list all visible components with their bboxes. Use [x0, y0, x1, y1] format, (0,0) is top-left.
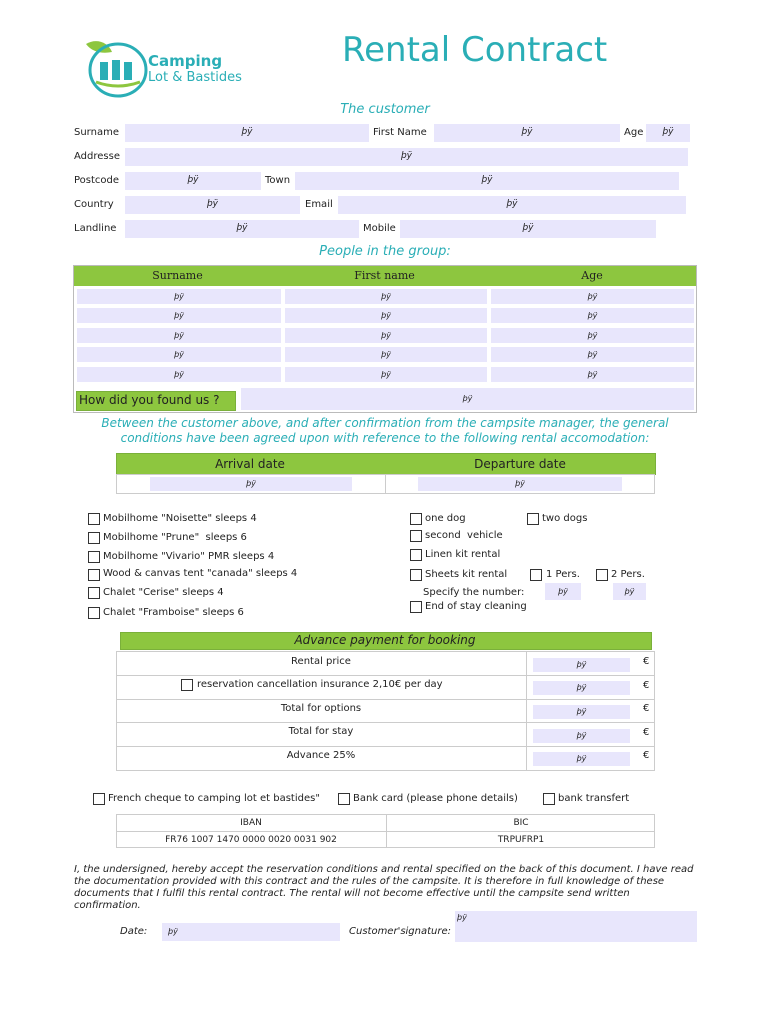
email-field[interactable]: þÿ — [338, 196, 686, 214]
group-cell[interactable]: þÿ — [285, 328, 487, 343]
bank-card-label: Bank card (please phone details) — [353, 793, 518, 804]
group-cell[interactable]: þÿ — [77, 308, 281, 323]
one-pers-checkbox[interactable] — [530, 569, 542, 581]
departure-date-field[interactable]: þÿ — [418, 477, 622, 491]
iban-value: FR76 1007 1470 0000 0020 0031 902 — [165, 835, 337, 845]
second-vehicle-label: second vehicle — [425, 530, 503, 541]
advance-field[interactable]: þÿ — [533, 752, 630, 766]
insurance-label: reservation cancellation insurance 2,10€ per day — [197, 679, 443, 690]
date-label: Date: — [120, 926, 148, 937]
group-cell[interactable]: þÿ — [285, 308, 487, 323]
insurance-checkbox[interactable] — [181, 679, 193, 691]
noisette-checkbox[interactable] — [88, 513, 100, 525]
group-cell[interactable]: þÿ — [491, 308, 694, 323]
group-col-age: Age — [581, 269, 603, 282]
one-dog-checkbox[interactable] — [410, 513, 422, 525]
cheque-checkbox[interactable] — [93, 793, 105, 805]
page-title: Rental Contract — [342, 30, 608, 70]
group-cell[interactable]: þÿ — [77, 367, 281, 382]
group-col-surname: Surname — [152, 269, 203, 282]
linen-kit-checkbox[interactable] — [410, 549, 422, 561]
arrival-date-label: Arrival date — [215, 457, 285, 471]
logo-brand-line2: Lot & Bastides — [148, 70, 242, 85]
vivario-label: Mobilhome "Vivario" PMR sleeps 4 — [103, 551, 275, 562]
group-cell[interactable]: þÿ — [285, 347, 487, 362]
landline-label: Landline — [74, 223, 117, 234]
signature-field[interactable]: þÿ — [455, 911, 697, 942]
iban-label: IBAN — [240, 818, 262, 828]
first-name-field[interactable]: þÿ — [434, 124, 620, 142]
group-cell[interactable]: þÿ — [491, 347, 694, 362]
mobile-field[interactable]: þÿ — [400, 220, 656, 238]
mobile-label: Mobile — [363, 223, 396, 234]
dates-divider — [385, 474, 386, 494]
linen-kit-label: Linen kit rental — [425, 549, 501, 560]
total-stay-label: Total for stay — [288, 726, 354, 737]
country-label: Country — [74, 199, 114, 210]
bic-label: BIC — [513, 818, 529, 828]
group-cell[interactable]: þÿ — [285, 289, 487, 304]
payment-col-divider — [526, 651, 527, 771]
two-dogs-checkbox[interactable] — [527, 513, 539, 525]
signature-label: Customer'signature: — [349, 926, 452, 937]
insurance-field[interactable]: þÿ — [533, 681, 630, 695]
total-options-label: Total for options — [280, 703, 362, 714]
second-vehicle-checkbox[interactable] — [410, 530, 422, 542]
two-dogs-label: two dogs — [542, 513, 588, 524]
landline-field[interactable]: þÿ — [125, 220, 359, 238]
sheets-kit-label: Sheets kit rental — [425, 569, 508, 580]
rental-price-label: Rental price — [291, 656, 351, 667]
arrival-date-field[interactable]: þÿ — [150, 477, 352, 491]
found-us-field[interactable]: þÿ — [241, 388, 694, 410]
advance-currency: € — [643, 750, 650, 761]
specify-number-label: Specify the number: — [423, 587, 525, 598]
cheque-label: French cheque to camping lot et bastides" — [108, 793, 320, 804]
postcode-field[interactable]: þÿ — [125, 172, 261, 190]
town-field[interactable]: þÿ — [295, 172, 679, 190]
framboise-label: Chalet "Framboise" sleeps 6 — [103, 607, 244, 618]
postcode-label: Postcode — [74, 175, 120, 186]
email-label: Email — [305, 199, 333, 210]
sheets-kit-checkbox[interactable] — [410, 569, 422, 581]
framboise-checkbox[interactable] — [88, 607, 100, 619]
total-stay-field[interactable]: þÿ — [533, 729, 630, 743]
country-field[interactable]: þÿ — [125, 196, 300, 214]
total-stay-currency: € — [643, 727, 650, 738]
logo-leaf-icon — [82, 36, 152, 100]
first-name-label: First Name — [373, 127, 427, 138]
group-cell[interactable]: þÿ — [491, 328, 694, 343]
bank-transfer-checkbox[interactable] — [543, 793, 555, 805]
campsite-logo — [82, 36, 252, 100]
insurance-currency: € — [643, 680, 650, 691]
vivario-checkbox[interactable] — [88, 551, 100, 563]
noisette-label: Mobilhome "Noisette" sleeps 4 — [103, 513, 257, 524]
rental-price-currency: € — [643, 656, 650, 667]
cerise-label: Chalet "Cerise" sleeps 4 — [103, 587, 224, 598]
payment-row-divider — [116, 699, 655, 700]
one-pers-label: 1 Pers. — [546, 569, 580, 580]
canada-label: Wood & canvas tent "canada" sleeps 4 — [103, 568, 298, 579]
bank-details-row-divider — [116, 831, 655, 832]
two-pers-checkbox[interactable] — [596, 569, 608, 581]
town-label: Town — [265, 175, 291, 186]
age-field[interactable]: þÿ — [646, 124, 690, 142]
address-label: Addresse — [74, 151, 120, 162]
one-dog-label: one dog — [425, 513, 466, 524]
payment-row-divider — [116, 746, 655, 747]
two-pers-number-field[interactable]: þÿ — [613, 583, 646, 600]
total-options-field[interactable]: þÿ — [533, 705, 630, 719]
advance-label: Advance 25% — [286, 750, 356, 761]
logo-brand-line1: Camping — [148, 52, 223, 70]
surname-label: Surname — [74, 127, 119, 138]
terms-intro: Between the customer above, and after confirmation from the campsite manager, the general conditions have been agreed upon with reference to the following rental accomodation: — [101, 416, 669, 445]
customer-heading: The customer — [340, 102, 430, 117]
payment-row-divider — [116, 722, 655, 723]
group-cell[interactable]: þÿ — [285, 367, 487, 382]
group-cell[interactable]: þÿ — [77, 328, 281, 343]
total-options-currency: € — [643, 703, 650, 714]
group-cell[interactable]: þÿ — [77, 289, 281, 304]
payment-row-divider — [116, 675, 655, 676]
bank-card-checkbox[interactable] — [338, 793, 350, 805]
address-field[interactable]: þÿ — [125, 148, 688, 166]
end-cleaning-checkbox[interactable] — [410, 601, 422, 613]
group-heading: People in the group: — [319, 244, 451, 259]
prune-checkbox[interactable] — [88, 532, 100, 544]
departure-date-label: Departure date — [474, 457, 566, 471]
date-field[interactable]: þÿ — [162, 923, 340, 941]
surname-field[interactable]: þÿ — [125, 124, 369, 142]
group-cell[interactable]: þÿ — [491, 367, 694, 382]
one-pers-number-field[interactable]: þÿ — [545, 583, 581, 600]
end-cleaning-label: End of stay cleaning — [425, 601, 527, 612]
canada-checkbox[interactable] — [88, 569, 100, 581]
group-cell[interactable]: þÿ — [491, 289, 694, 304]
age-label: Age — [624, 127, 644, 138]
cerise-checkbox[interactable] — [88, 587, 100, 599]
two-pers-label: 2 Pers. — [611, 569, 645, 580]
declaration-text: I, the undersigned, hereby accept the reservation conditions and rental specified on the back of this document. I have read the documentation provided with this contract and the rules of the campsite. It is therefore in full knowledge of these documents that I fulfil this rental contract. The rental will not become effective until the campsite send written confirmation. — [74, 864, 694, 911]
group-col-first-name: First name — [354, 269, 415, 282]
prune-label: Mobilhome "Prune" sleeps 6 — [103, 532, 247, 543]
group-cell[interactable]: þÿ — [77, 347, 281, 362]
found-us-label: How did you found us ? — [79, 393, 220, 407]
bic-value: TRPUFRP1 — [497, 835, 545, 845]
rental-price-field[interactable]: þÿ — [533, 658, 630, 672]
payment-heading: Advance payment for booking — [294, 633, 476, 647]
bank-transfer-label: bank transfert — [558, 793, 630, 804]
